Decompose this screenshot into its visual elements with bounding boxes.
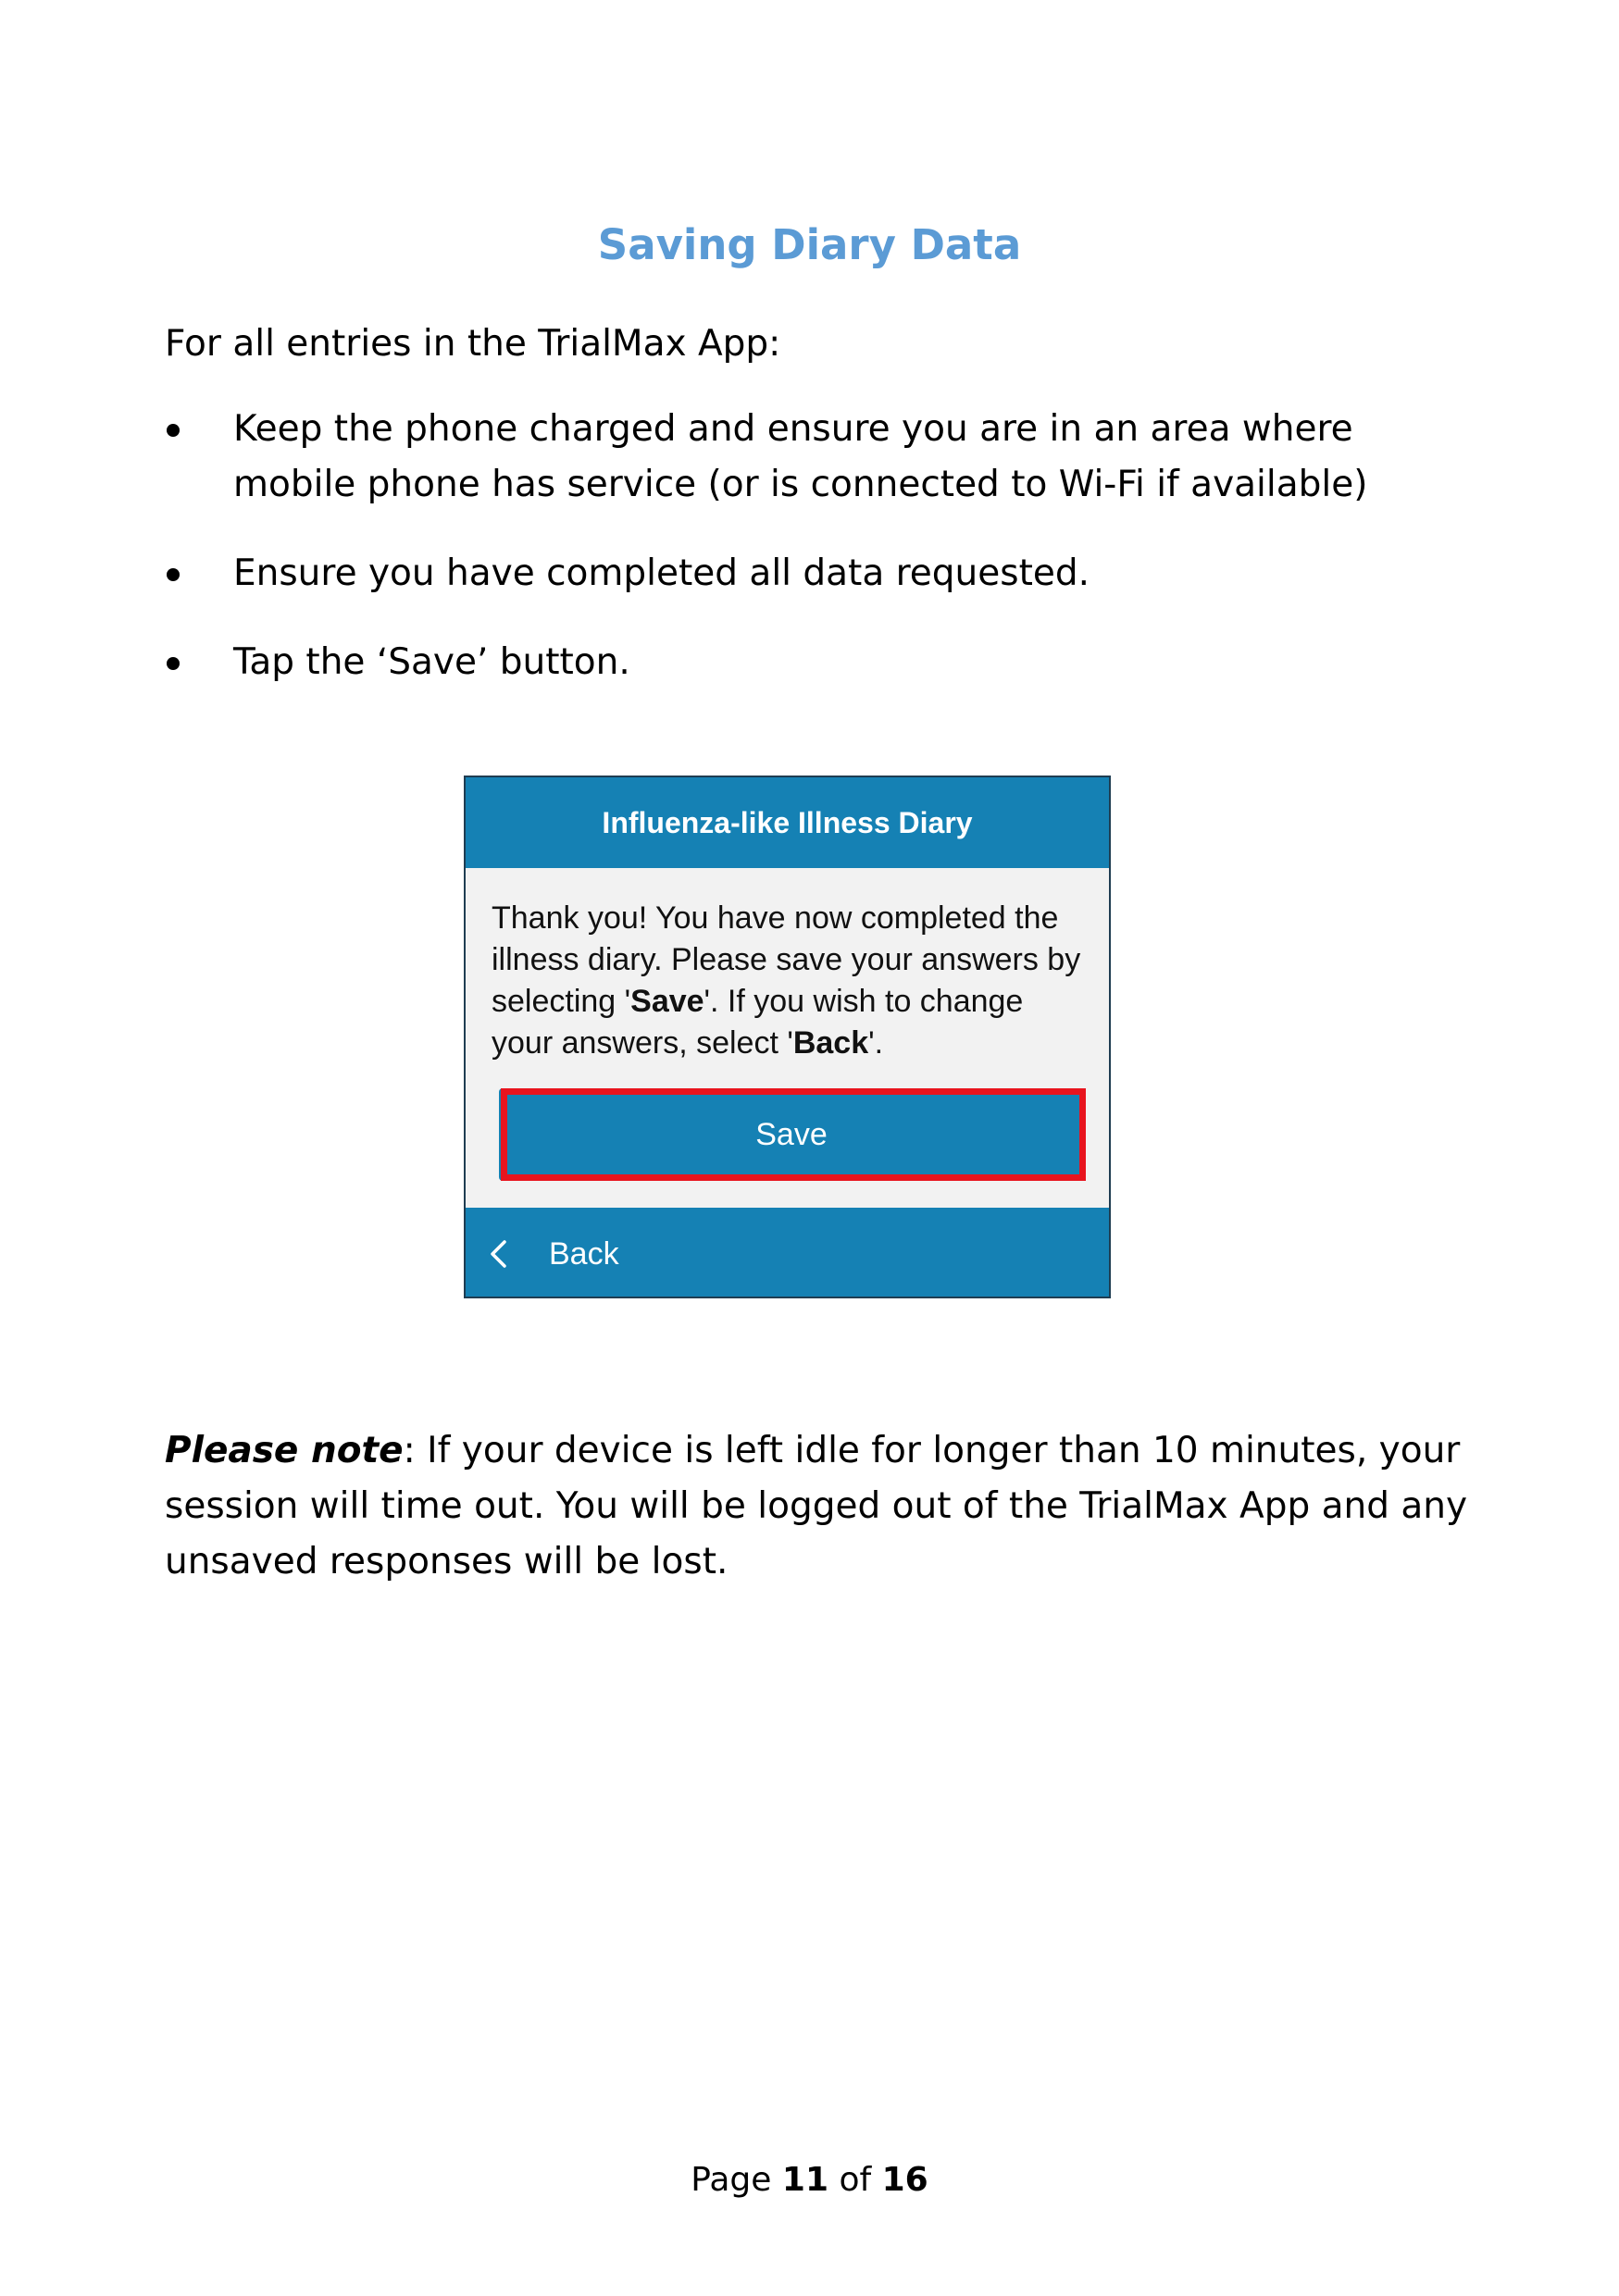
message-save-word: Save (630, 984, 704, 1019)
app-header (466, 777, 1109, 868)
list-item-text: Tap the ‘Save’ button. (233, 641, 630, 683)
message-text: Thank you! You have now completed the illness diary. Please save your answers by selecting ' (492, 900, 1081, 1019)
list-item-text: Ensure you have completed all data requested. (233, 552, 1090, 594)
bullet-icon (167, 568, 180, 581)
page-title: Saving Diary Data (597, 220, 1022, 270)
bullet-icon (167, 424, 180, 437)
message-back-word: Back (792, 1025, 869, 1061)
app-header-title: Influenza-like Illness Diary (602, 805, 973, 839)
chevron-left-icon (486, 1238, 510, 1270)
note-text: If your device is left idle for longer than 10 minutes, your session will time out. You will be logged out of the TrialMax App and any unsaved responses will be lost. (165, 1430, 1468, 1582)
note-label: Please note (165, 1430, 404, 1471)
page-prefix: Page (691, 2161, 782, 2199)
list-item (165, 635, 1479, 690)
save-area (492, 1083, 1084, 1185)
message-text: '. (868, 1025, 884, 1061)
bullet-icon (167, 657, 180, 670)
total-pages: 16 (881, 2161, 928, 2199)
message-text: '. If you wish to change your answers, select ' (492, 984, 1024, 1061)
back-button[interactable] (486, 1236, 619, 1272)
save-button[interactable] (499, 1088, 1084, 1181)
back-button-label: Back (549, 1235, 619, 1272)
save-button-label: Save (755, 1116, 828, 1152)
note-paragraph (165, 1423, 1479, 1590)
app-screenshot (464, 776, 1111, 1298)
instruction-list (165, 402, 1479, 724)
list-item (165, 402, 1479, 513)
page-number (0, 2161, 1619, 2199)
current-page: 11 (781, 2161, 828, 2199)
intro-text: For all entries in the TrialMax App: (165, 323, 781, 365)
note-separator: : (403, 1430, 416, 1471)
completion-message (492, 898, 1084, 1064)
list-item-text: Keep the phone charged and ensure you are in an area where mobile phone has service (or is connected to Wi-Fi if available) (233, 408, 1368, 505)
list-item (165, 546, 1479, 602)
app-footer (466, 1208, 1109, 1298)
page-middle: of (828, 2161, 882, 2199)
